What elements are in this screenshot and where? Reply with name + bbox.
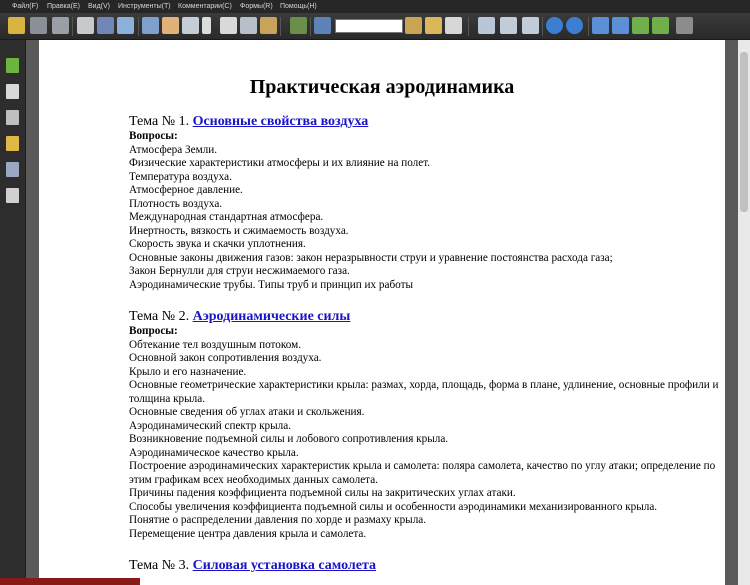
toolbar-separator	[138, 17, 139, 36]
question-item: Способы увеличения коэффициента подъемной силы и особенности аэродинамики механизированного крыла.	[129, 500, 658, 513]
save-icon[interactable]	[30, 17, 47, 34]
zoom-out-icon[interactable]	[546, 17, 563, 34]
topic-heading	[129, 557, 719, 574]
open-folder-icon[interactable]	[8, 17, 25, 34]
select-arrow-icon[interactable]	[202, 17, 211, 34]
question-item: Построение аэродинамических характеристик крыла и самолета: поляра самолета, качество по углу атаки; определение по этим графикам всех необходимых данных самолета.	[129, 460, 716, 486]
question-item: Обтекание тел воздушным потоком.	[129, 338, 302, 351]
pages-panel-icon[interactable]	[6, 58, 19, 73]
toolbar	[0, 14, 750, 40]
pen-icon[interactable]	[290, 17, 307, 34]
questions-label: Вопросы:	[129, 130, 178, 142]
snapshot-icon[interactable]	[240, 17, 257, 34]
document-area	[26, 40, 750, 585]
actual-size-icon[interactable]	[522, 17, 539, 34]
hand-icon[interactable]	[162, 17, 179, 34]
redo-icon[interactable]	[612, 17, 629, 34]
toolbar-separator	[542, 17, 543, 36]
document-content	[129, 113, 719, 574]
menu-comments[interactable]: Комментарии(C)	[178, 3, 232, 10]
question-item: Физические характеристики атмосферы и их влияние на полет.	[129, 157, 431, 169]
menu-tools[interactable]: Инструменты(T)	[118, 3, 171, 10]
fit-width-icon[interactable]	[500, 17, 517, 34]
audio-icon[interactable]	[405, 17, 422, 34]
attachment-icon[interactable]	[6, 162, 19, 177]
question-item: Аэродинамический спектр крыла.	[129, 419, 292, 432]
question-item: Атмосферное давление.	[129, 184, 243, 196]
previous-icon[interactable]	[425, 17, 442, 34]
menu-edit[interactable]: Правка(E)	[47, 3, 80, 10]
extra-icon[interactable]	[676, 17, 693, 34]
question-item: Температура воздуха.	[129, 170, 232, 183]
topic-gap	[129, 292, 719, 308]
export-icon[interactable]	[652, 17, 669, 34]
undo-icon[interactable]	[592, 17, 609, 34]
questions-label: Вопросы:	[129, 325, 178, 337]
topic-number: Тема № 1.	[129, 114, 193, 129]
zoom-icon[interactable]	[182, 17, 199, 34]
comments-icon[interactable]	[6, 136, 19, 151]
topic-link[interactable]: Основные свойства воздуха	[192, 114, 369, 129]
print-icon[interactable]	[77, 17, 94, 34]
question-item: Основные сведения об углах атаки и скольжения.	[129, 406, 365, 418]
question-item: Аэродинамические трубы. Типы труб и принцип их работы	[129, 278, 414, 291]
menu-help[interactable]: Помощь(H)	[280, 3, 317, 10]
question-item: Основные законы движения газов: закон неразрывности струи и уравнение постоянства расхода газа;	[129, 251, 613, 264]
question-item: Закон Бернулли для струи несжимаемого газа.	[129, 265, 350, 277]
signature-icon[interactable]	[6, 188, 19, 203]
question-item: Причины падения коэффициента подъемной силы на закритических углах атаки.	[129, 487, 516, 499]
menu-file[interactable]: Файл(F)	[12, 3, 39, 10]
pdf-page	[39, 40, 725, 585]
question-item: Основной закон сопротивления воздуха.	[129, 352, 322, 364]
question-item: Атмосфера Земли.	[129, 143, 218, 156]
document-icon[interactable]	[445, 17, 462, 34]
toolbar-separator	[588, 17, 589, 36]
image-icon[interactable]	[632, 17, 649, 34]
menu-view[interactable]: Вид(V)	[88, 3, 110, 10]
monitor-icon[interactable]	[142, 17, 159, 34]
menu-forms[interactable]: Формы(R)	[240, 3, 273, 10]
binoculars-icon[interactable]	[314, 17, 331, 34]
window-icon[interactable]	[117, 17, 134, 34]
left-sidebar	[0, 40, 26, 585]
question-item: Аэродинамическое качество крыла.	[129, 446, 299, 459]
toolbar-separator	[310, 17, 311, 36]
fit-page-icon[interactable]	[478, 17, 495, 34]
taskbar-fragment	[0, 578, 140, 585]
search-input[interactable]	[335, 19, 403, 33]
question-item: Понятие о распределении давления по хорде и размаху крыла.	[129, 514, 427, 526]
question-item: Перемещение центра давления крыла и самолета.	[129, 527, 367, 540]
toolbar-separator	[280, 17, 281, 36]
question-item: Основные геометрические характеристики крыла: размах, хорда, площадь, форма в плане, удлинение, основные профили и толщина крыла.	[129, 379, 719, 405]
toolbar-separator	[468, 17, 469, 36]
question-item: Возникновение подъемной силы и лобового сопротивления крыла.	[129, 433, 449, 445]
vertical-scrollbar[interactable]	[738, 40, 750, 585]
document-text-icon[interactable]	[220, 17, 237, 34]
question-item: Плотность воздуха.	[129, 197, 223, 210]
zoom-in-icon[interactable]	[566, 17, 583, 34]
toolbar-separator	[72, 17, 73, 36]
topic-number: Тема № 3.	[129, 558, 193, 573]
topic-heading	[129, 113, 719, 130]
fit-icon[interactable]	[97, 17, 114, 34]
save-as-icon[interactable]	[52, 17, 69, 34]
question-item: Крыло и его назначение.	[129, 365, 247, 378]
topic-gap	[129, 541, 719, 557]
scrollbar-thumb[interactable]	[740, 52, 748, 212]
topic-heading	[129, 308, 719, 325]
topic-number: Тема № 2.	[129, 309, 193, 324]
document-panel-icon[interactable]	[6, 84, 19, 99]
question-item: Скорость звука и скачки уплотнения.	[129, 238, 306, 250]
question-item: Инертность, вязкость и сжимаемость воздуха.	[129, 224, 349, 237]
topic-link[interactable]: Силовая установка самолета	[192, 558, 377, 573]
menu-bar	[0, 0, 750, 14]
page-title: Практическая аэродинамика	[249, 76, 515, 98]
topic-link[interactable]: Аэродинамические силы	[192, 309, 351, 324]
camera-icon[interactable]	[260, 17, 277, 34]
layers-icon[interactable]	[6, 110, 19, 125]
question-item: Международная стандартная атмосфера.	[129, 211, 324, 223]
